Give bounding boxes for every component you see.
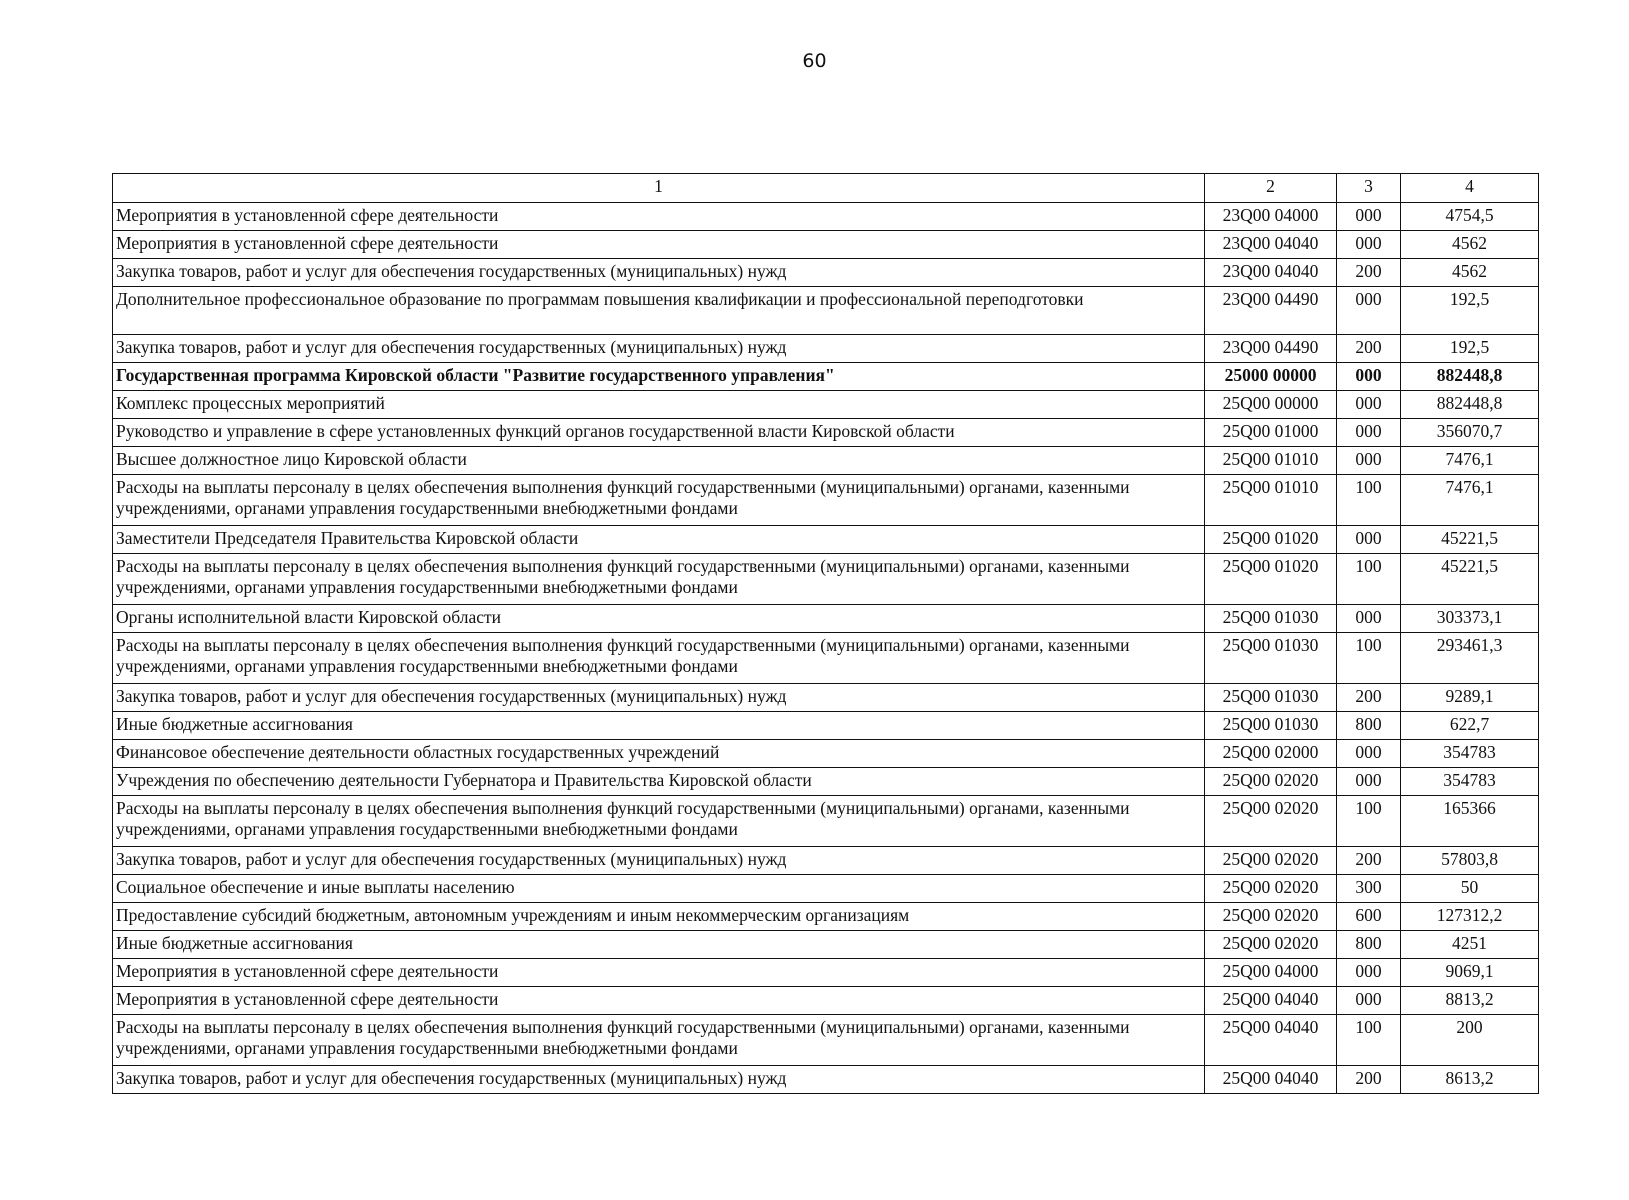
row-amount: 4562: [1401, 259, 1539, 287]
row-type: 200: [1337, 1066, 1401, 1094]
row-type: 000: [1337, 287, 1401, 335]
row-name: Иные бюджетные ассигнования: [113, 931, 1205, 959]
row-type: 000: [1337, 987, 1401, 1015]
row-type: 000: [1337, 526, 1401, 554]
row-name: Мероприятия в установленной сфере деятельности: [113, 203, 1205, 231]
table-row: [113, 1015, 1539, 1066]
table-row: [113, 684, 1539, 712]
table-row: [113, 875, 1539, 903]
row-name: Учреждения по обеспечению деятельности Губернатора и Правительства Кировской области: [113, 768, 1205, 796]
row-code: 25Q00 01000: [1205, 419, 1337, 447]
row-type: 800: [1337, 931, 1401, 959]
row-name: Предоставление субсидий бюджетным, автономным учреждениям и иным некоммерческим организациям: [113, 903, 1205, 931]
row-type: 200: [1337, 847, 1401, 875]
row-code: 25Q00 04040: [1205, 1015, 1337, 1066]
row-amount: 8813,2: [1401, 987, 1539, 1015]
row-type: 000: [1337, 447, 1401, 475]
row-type: 000: [1337, 959, 1401, 987]
row-type: 000: [1337, 740, 1401, 768]
row-name: Закупка товаров, работ и услуг для обеспечения государственных (муниципальных) нужд: [113, 847, 1205, 875]
table-row: [113, 447, 1539, 475]
row-amount: 7476,1: [1401, 475, 1539, 526]
table-row: [113, 959, 1539, 987]
row-type: 600: [1337, 903, 1401, 931]
row-code: 25Q00 02020: [1205, 875, 1337, 903]
row-amount: 4754,5: [1401, 203, 1539, 231]
row-type: 000: [1337, 419, 1401, 447]
table-row: [113, 903, 1539, 931]
row-type: 200: [1337, 259, 1401, 287]
row-name: Заместители Председателя Правительства Кировской области: [113, 526, 1205, 554]
row-code: 25Q00 01010: [1205, 475, 1337, 526]
row-code: 25Q00 01020: [1205, 554, 1337, 605]
row-amount: 45221,5: [1401, 526, 1539, 554]
table-row: [113, 231, 1539, 259]
row-amount: 45221,5: [1401, 554, 1539, 605]
header-row: [113, 174, 1539, 203]
page-number: 60: [802, 50, 827, 72]
row-amount: 622,7: [1401, 712, 1539, 740]
table-row: [113, 203, 1539, 231]
row-code: 25Q00 04000: [1205, 959, 1337, 987]
row-amount: 4251: [1401, 931, 1539, 959]
table-row: [113, 987, 1539, 1015]
row-code: 25Q00 01030: [1205, 633, 1337, 684]
row-amount: 50: [1401, 875, 1539, 903]
row-name: Расходы на выплаты персоналу в целях обеспечения выполнения функций государственными (муниципальными) органами, казенными учреждениями, органами управления государственными внебюджетными фондами: [113, 633, 1205, 684]
row-name: Расходы на выплаты персоналу в целях обеспечения выполнения функций государственными (муниципальными) органами, казенными учреждениями, органами управления государственными внебюджетными фондами: [113, 1015, 1205, 1066]
column-header-4: 4: [1401, 174, 1539, 203]
row-code: 25Q00 00000: [1205, 391, 1337, 419]
row-name: Расходы на выплаты персоналу в целях обеспечения выполнения функций государственными (муниципальными) органами, казенными учреждениями, органами управления государственными внебюджетными фондами: [113, 796, 1205, 847]
row-code: 25Q00 01030: [1205, 684, 1337, 712]
table-body: [113, 203, 1539, 1094]
table-row: [113, 554, 1539, 605]
row-name: Закупка товаров, работ и услуг для обеспечения государственных (муниципальных) нужд: [113, 684, 1205, 712]
row-amount: 9069,1: [1401, 959, 1539, 987]
row-name: Закупка товаров, работ и услуг для обеспечения государственных (муниципальных) нужд: [113, 335, 1205, 363]
row-type: 000: [1337, 391, 1401, 419]
row-name: Финансовое обеспечение деятельности областных государственных учреждений: [113, 740, 1205, 768]
row-amount: 882448,8: [1401, 363, 1539, 391]
row-code: 25Q00 02020: [1205, 903, 1337, 931]
row-name: Комплекс процессных мероприятий: [113, 391, 1205, 419]
table-row: [113, 796, 1539, 847]
table-row: [113, 335, 1539, 363]
row-type: 100: [1337, 633, 1401, 684]
row-name: Мероприятия в установленной сфере деятельности: [113, 987, 1205, 1015]
table-row: [113, 1066, 1539, 1094]
row-amount: 293461,3: [1401, 633, 1539, 684]
row-code: 25Q00 01010: [1205, 447, 1337, 475]
row-type: 200: [1337, 335, 1401, 363]
row-amount: 354783: [1401, 740, 1539, 768]
row-code: 25Q00 02020: [1205, 796, 1337, 847]
table-row: [113, 259, 1539, 287]
row-name: Органы исполнительной власти Кировской области: [113, 605, 1205, 633]
row-type: 100: [1337, 554, 1401, 605]
row-amount: 4562: [1401, 231, 1539, 259]
row-code: 25Q00 02000: [1205, 740, 1337, 768]
row-code: 25Q00 01030: [1205, 712, 1337, 740]
row-name: Высшее должностное лицо Кировской области: [113, 447, 1205, 475]
row-type: 000: [1337, 768, 1401, 796]
row-amount: 165366: [1401, 796, 1539, 847]
column-header-3: 3: [1337, 174, 1401, 203]
row-name: Дополнительное профессиональное образование по программам повышения квалификации и профессиональной переподготовки: [113, 287, 1205, 335]
row-code: 25Q00 02020: [1205, 931, 1337, 959]
row-code: 25Q00 04040: [1205, 987, 1337, 1015]
row-name: Иные бюджетные ассигнования: [113, 712, 1205, 740]
table-row: [113, 419, 1539, 447]
table-row: [113, 391, 1539, 419]
row-name: Закупка товаров, работ и услуг для обеспечения государственных (муниципальных) нужд: [113, 259, 1205, 287]
row-name: Социальное обеспечение и иные выплаты населению: [113, 875, 1205, 903]
row-code: 25Q00 01020: [1205, 526, 1337, 554]
table-row: [113, 931, 1539, 959]
table-row: [113, 847, 1539, 875]
table-row: [113, 605, 1539, 633]
table-row: [113, 287, 1539, 335]
row-code: 23Q00 04000: [1205, 203, 1337, 231]
row-type: 000: [1337, 363, 1401, 391]
table-row: [113, 768, 1539, 796]
row-type: 100: [1337, 796, 1401, 847]
row-amount: 8613,2: [1401, 1066, 1539, 1094]
row-type: 000: [1337, 605, 1401, 633]
row-name: Мероприятия в установленной сфере деятельности: [113, 231, 1205, 259]
column-header-2: 2: [1205, 174, 1337, 203]
row-type: 000: [1337, 231, 1401, 259]
row-amount: 192,5: [1401, 335, 1539, 363]
table-row: [113, 712, 1539, 740]
table-row-program: [113, 363, 1539, 391]
row-name: Расходы на выплаты персоналу в целях обеспечения выполнения функций государственными (муниципальными) органами, казенными учреждениями, органами управления государственными внебюджетными фондами: [113, 475, 1205, 526]
row-type: 200: [1337, 684, 1401, 712]
row-amount: 354783: [1401, 768, 1539, 796]
row-name: Закупка товаров, работ и услуг для обеспечения государственных (муниципальных) нужд: [113, 1066, 1205, 1094]
row-code: 23Q00 04490: [1205, 335, 1337, 363]
row-code: 25Q00 02020: [1205, 768, 1337, 796]
table-row: [113, 475, 1539, 526]
row-amount: 7476,1: [1401, 447, 1539, 475]
row-code: 23Q00 04490: [1205, 287, 1337, 335]
table-row: [113, 526, 1539, 554]
row-code: 23Q00 04040: [1205, 231, 1337, 259]
row-amount: 57803,8: [1401, 847, 1539, 875]
row-name: Руководство и управление в сфере установленных функций органов государственной власти Кировской области: [113, 419, 1205, 447]
row-type: 100: [1337, 1015, 1401, 1066]
row-name: Государственная программа Кировской области "Развитие государственного управления": [113, 363, 1205, 391]
row-code: 25000 00000: [1205, 363, 1337, 391]
row-amount: 127312,2: [1401, 903, 1539, 931]
row-amount: 303373,1: [1401, 605, 1539, 633]
table-row: [113, 740, 1539, 768]
row-type: 000: [1337, 203, 1401, 231]
row-code: 23Q00 04040: [1205, 259, 1337, 287]
table-row: [113, 633, 1539, 684]
row-amount: 9289,1: [1401, 684, 1539, 712]
row-amount: 192,5: [1401, 287, 1539, 335]
column-header-1: 1: [113, 174, 1205, 203]
row-code: 25Q00 04040: [1205, 1066, 1337, 1094]
row-type: 300: [1337, 875, 1401, 903]
row-name: Мероприятия в установленной сфере деятельности: [113, 959, 1205, 987]
row-code: 25Q00 02020: [1205, 847, 1337, 875]
row-amount: 356070,7: [1401, 419, 1539, 447]
row-type: 800: [1337, 712, 1401, 740]
row-code: 25Q00 01030: [1205, 605, 1337, 633]
row-amount: 882448,8: [1401, 391, 1539, 419]
row-amount: 200: [1401, 1015, 1539, 1066]
row-type: 100: [1337, 475, 1401, 526]
budget-table: [112, 173, 1539, 1094]
row-name: Расходы на выплаты персоналу в целях обеспечения выполнения функций государственными (муниципальными) органами, казенными учреждениями, органами управления государственными внебюджетными фондами: [113, 554, 1205, 605]
